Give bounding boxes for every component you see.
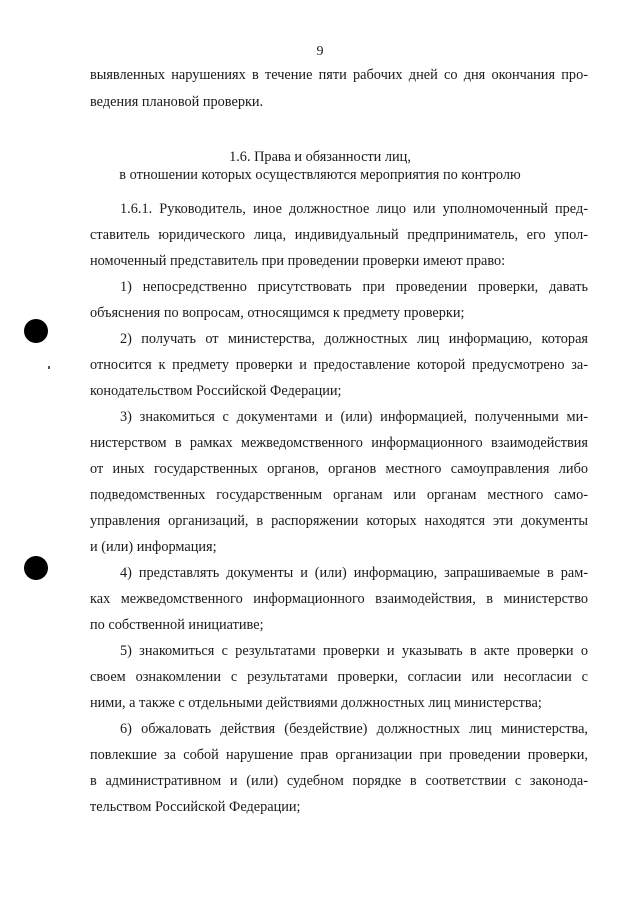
list-item-line: ках межведомственного информационного взаимодействия, в министерство xyxy=(90,591,588,607)
list-item-line: тельством Российской Федерации; xyxy=(90,799,301,815)
list-item-line: ними, а также с отдельными действиями должностных лиц министерства; xyxy=(90,695,542,711)
binder-hole-bottom xyxy=(24,556,48,580)
binder-hole-top xyxy=(24,319,48,343)
page-number: 9 xyxy=(316,44,324,59)
list-item-line: 4) представлять документы и (или) информацию, запрашиваемые в рам- xyxy=(120,565,588,581)
list-item-line: подведомственных государственным органам или органам местного само- xyxy=(90,487,588,503)
list-item-line: объяснения по вопросам, относящимся к предмету проверки; xyxy=(90,305,465,321)
section-heading-line-1: 1.6. Права и обязанности лиц, xyxy=(229,149,411,165)
list-item-line: относится к предмету проверки и предоставление которой предусмотрено за- xyxy=(90,357,588,373)
body-line: номоченный представитель при проведении проверки имеют право: xyxy=(90,253,506,269)
scan-speck xyxy=(48,366,50,369)
list-item-line: по собственной инициативе; xyxy=(90,617,264,633)
body-line: ставитель юридического лица, индивидуальный предприниматель, его упол- xyxy=(90,227,588,243)
list-item-line: 1) непосредственно присутствовать при проведении проверки, давать xyxy=(120,279,588,295)
list-item-line: 3) знакомиться с документами и (или) информацией, полученными ми- xyxy=(120,409,588,425)
list-item-line: своем ознакомлении с результатами проверки, согласии или несогласии с xyxy=(90,669,588,685)
list-item-line: нистерством в рамках межведомственного информационного взаимодействия xyxy=(90,435,588,451)
list-item-line: 5) знакомиться с результатами проверки и указывать в акте проверки о xyxy=(120,643,588,659)
section-heading-line-2: в отношении которых осуществляются мероприятия по контролю xyxy=(119,167,521,183)
list-item-line: 6) обжаловать действия (бездействие) должностных лиц министерства, xyxy=(120,721,588,737)
list-item-line: конодательством Российской Федерации; xyxy=(90,383,342,399)
list-item-line: в административном и (или) судебном порядке в соответствии с законода- xyxy=(90,773,588,789)
list-item-line: управления организаций, в распоряжении которых находятся эти документы xyxy=(90,513,588,529)
list-item-line: повлекшие за собой нарушение прав организации при проведении проверки, xyxy=(90,747,588,763)
body-line: выявленных нарушениях в течение пяти рабочих дней со дня окончания про- xyxy=(90,67,588,83)
body-line: 1.6.1. Руководитель, иное должностное лицо или уполномоченный пред- xyxy=(120,201,588,217)
list-item-line: 2) получать от министерства, должностных лиц информацию, которая xyxy=(120,331,588,347)
list-item-line: от иных государственных органов, органов местного самоуправления либо xyxy=(90,461,588,477)
body-line: ведения плановой проверки. xyxy=(90,94,264,110)
list-item-line: и (или) информация; xyxy=(90,539,217,555)
